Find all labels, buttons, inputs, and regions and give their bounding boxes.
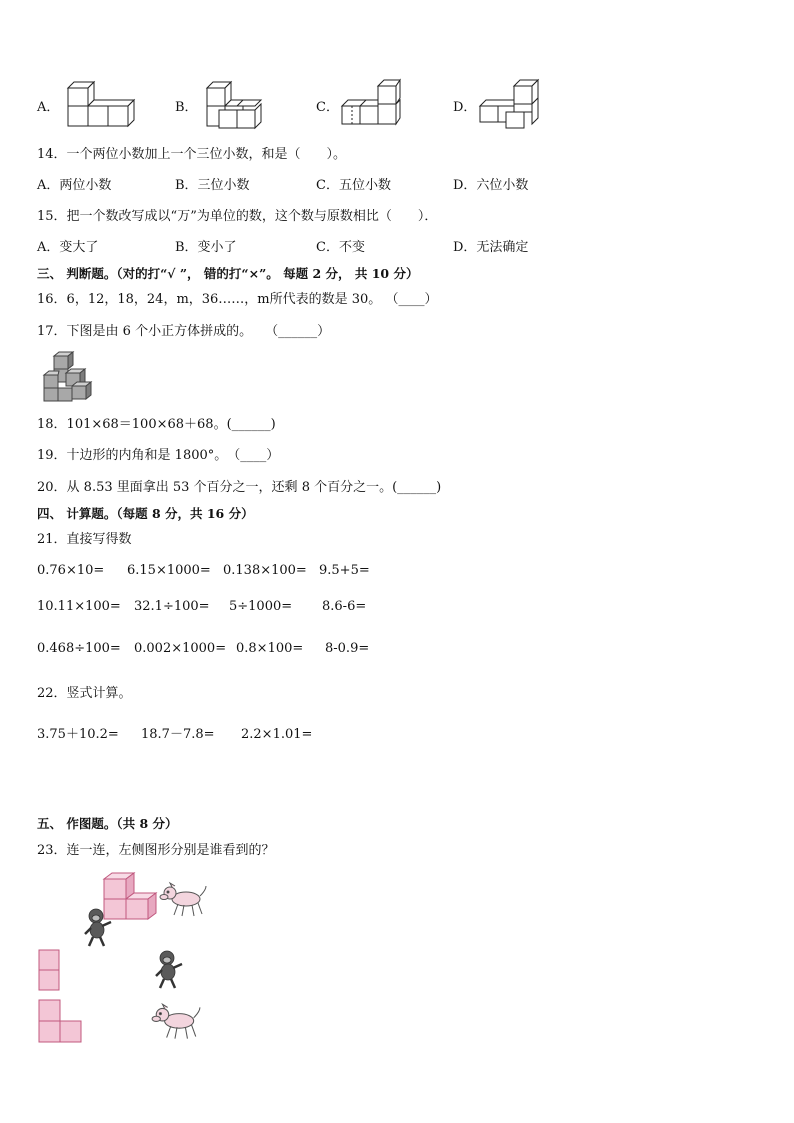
stacked-cubes-figure	[38, 353, 100, 403]
option-c-cubes-figure	[340, 84, 402, 128]
section-5-heading: 五、 作图题。（共 8 分）	[37, 816, 178, 831]
monkey-icon	[82, 908, 114, 948]
option-d-label: D．	[453, 100, 477, 115]
option-a-cubes-figure	[66, 86, 136, 130]
vertical-calc-item: 18.7－7.8=	[141, 727, 215, 742]
q14-option-d: D．六位小数	[453, 178, 529, 193]
q15-option-b: B．变小了	[175, 240, 237, 255]
option-a-label: A．	[37, 100, 60, 115]
section-3-heading: 三、 判断题。（对的打“√ ”， 错的打“×”。 每题 2 分， 共 10 分）	[37, 266, 419, 281]
calc-item: 0.76×10=	[37, 563, 105, 578]
option-c-label: C．	[316, 100, 339, 115]
option-d-cubes-figure	[478, 84, 540, 130]
calc-item: 10.11×100=	[37, 599, 121, 614]
calc-item: 0.8×100=	[236, 641, 304, 656]
question-19-text: 19．十边形的内角和是 1800°。 （____）	[37, 448, 280, 463]
q14-option-b: B．三位小数	[175, 178, 250, 193]
vertical-calc-item: 2.2×1.01=	[241, 727, 313, 742]
view-figure-stacked-squares	[38, 949, 62, 993]
calc-item: 0.138×100=	[223, 563, 307, 578]
question-14-text: 14．一个两位小数加上一个三位小数，和是（ ）。	[37, 147, 347, 162]
question-15-text: 15．把一个数改写成以“万”为单位的数，这个数与原数相比（ ）．	[37, 209, 438, 224]
option-b-cubes-figure	[205, 86, 275, 132]
view-figure-l-shape	[38, 999, 84, 1045]
question-22-title: 22．竖式计算。	[37, 686, 132, 701]
monkey-icon	[151, 950, 187, 990]
dog-icon	[158, 883, 208, 919]
option-b-label: B．	[175, 100, 198, 115]
calc-item: 9.5+5=	[319, 563, 370, 578]
calc-item: 8.6-6=	[322, 599, 367, 614]
question-17-text: 17．下图是由 6 个小正方体拼成的。 （______）	[37, 324, 331, 339]
q14-option-c: C．五位小数	[316, 178, 391, 193]
question-23-title: 23．连一连，左侧图形分别是谁看到的？	[37, 843, 275, 858]
calc-item: 8-0.9=	[325, 641, 370, 656]
calc-item: 0.468÷100=	[37, 641, 121, 656]
question-16-text: 16．6，12，18，24，m，36……，m所代表的数是 30。 （____）	[37, 292, 438, 307]
question-20-text: 20．从 8.53 里面拿出 53 个百分之一，还剩 8 个百分之一。(______)	[37, 480, 442, 495]
q14-option-a: A．两位小数	[37, 178, 112, 193]
q15-option-a: A．变大了	[37, 240, 99, 255]
dog-icon	[150, 1004, 202, 1042]
section-4-heading: 四、 计算题。（每题 8 分，共 16 分）	[37, 506, 254, 521]
vertical-calc-item: 3.75＋10.2=	[37, 727, 119, 742]
q15-option-c: C．不变	[316, 240, 365, 255]
question-21-title: 21．直接写得数	[37, 532, 132, 547]
calc-item: 0.002×1000=	[134, 641, 227, 656]
calc-item: 6.15×1000=	[127, 563, 211, 578]
question-18-text: 18．101×68＝100×68＋68。(______)	[37, 417, 276, 432]
calc-item: 5÷1000=	[229, 599, 293, 614]
calc-item: 32.1÷100=	[134, 599, 210, 614]
q15-option-d: D．无法确定	[453, 240, 529, 255]
